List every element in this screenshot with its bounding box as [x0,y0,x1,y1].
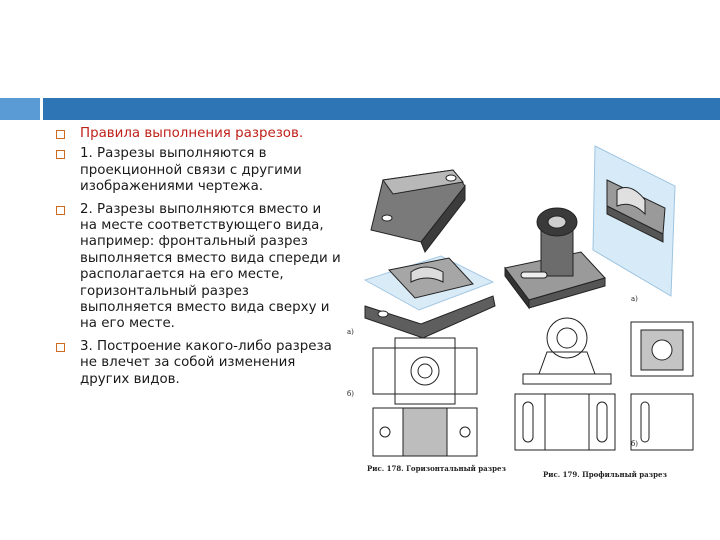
shaft-support-solid [505,208,605,308]
view-label: б) [347,390,354,398]
list-item [52,126,342,142]
bearing-solid-top [371,170,465,252]
list-item [52,339,342,388]
bullet-text: 3. Построение какого-либо разреза не влечет за собой изменения других видов. [80,338,332,387]
technical-drawing [345,138,705,488]
view-label: а) [347,328,354,336]
horizontal-section-views [373,338,477,456]
bullet-list [52,126,342,390]
figure-caption: Рис. 178. Горизонтальный разрез [367,464,506,473]
section-drawings-figure [345,138,705,488]
bullet-text: Правила выполнения разрезов. [80,126,304,141]
bullet-text: 2. Разрезы выполняются вместо и на месте соответствующего вида, например: фронтальный разрез выполняется вместо вида спереди и располагается на его месте, горизонтальный разрез выполняется вместо вида сверху и на его месте. [80,201,341,332]
list-item [52,146,342,195]
profile-section-views [515,318,693,450]
bullet-text: 1. Разрезы выполняются в проекционной связи с другими изображениями чертежа. [80,146,302,195]
square-bullet-icon [56,206,65,215]
figure-caption: Рис. 179. Профильный разрез [543,470,667,479]
square-bullet-icon [56,150,65,159]
view-label: б) [631,440,638,448]
square-bullet-icon [56,130,65,139]
square-bullet-icon [56,343,65,352]
list-item [52,202,342,333]
header-accent-bar [0,98,40,120]
view-label: а) [631,295,638,303]
header-bar [43,98,720,120]
